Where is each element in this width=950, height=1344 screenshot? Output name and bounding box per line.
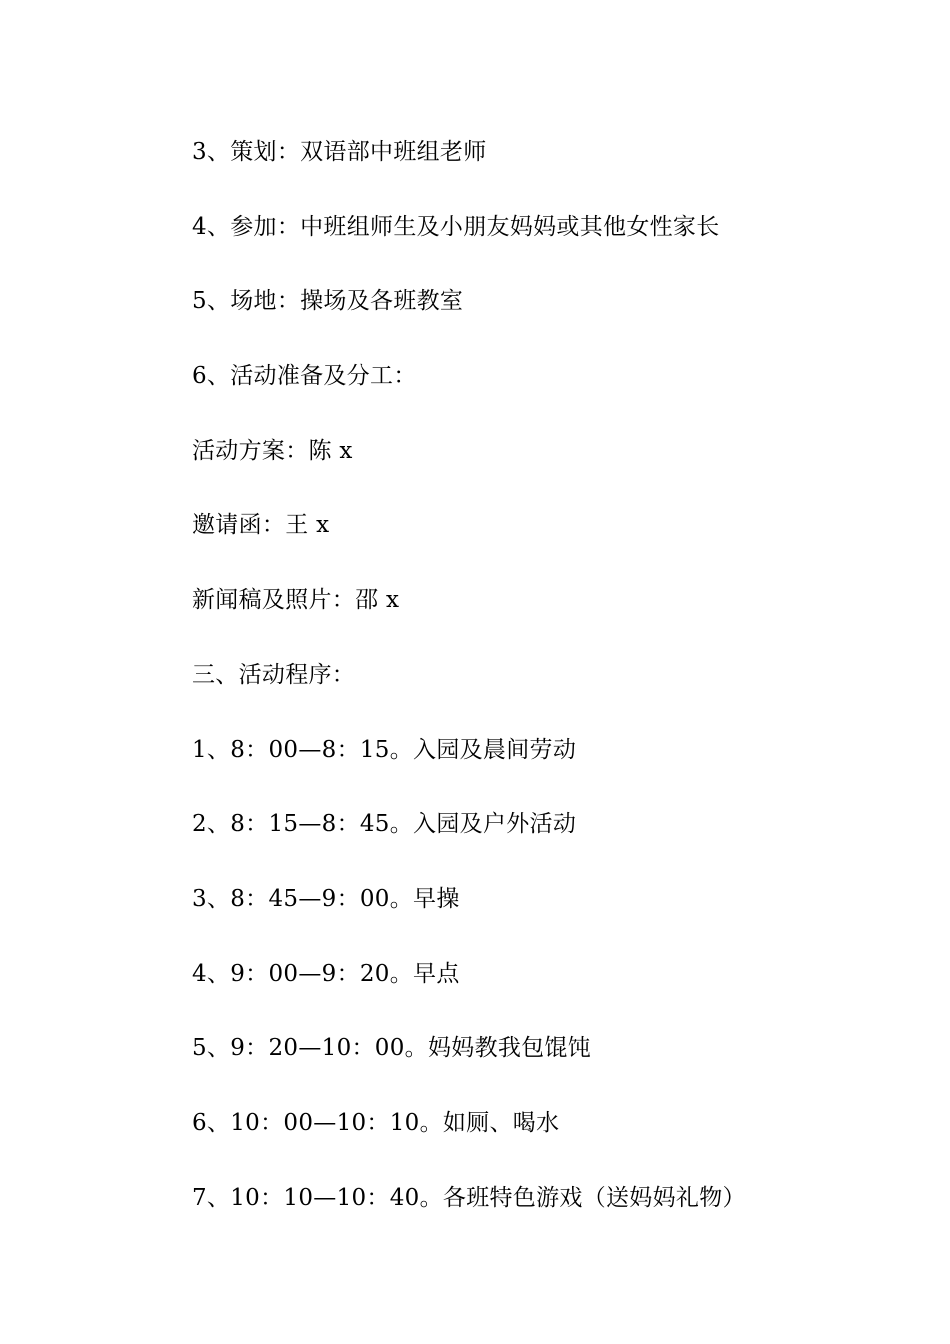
- text-line-planner: 3、策划：双语部中班组老师: [192, 139, 487, 165]
- schedule-item-6: 6、10：00—10：10。如厕、喝水: [192, 1109, 560, 1136]
- text-line-news-photos: 新闻稿及照片：邵 x: [192, 587, 400, 614]
- text-line-preparation-heading: 6、活动准备及分工：: [192, 363, 417, 390]
- schedule-item-5: 5、9：20—10：00。妈妈教我包馄饨: [192, 1035, 592, 1062]
- section-heading-procedure: 三、活动程序：: [192, 661, 356, 688]
- schedule-item-7: 7、10：10—10：40。各班特色游戏（送妈妈礼物）: [192, 1184, 746, 1211]
- schedule-item-1: 1、8：00—8：15。入园及晨间劳动: [192, 736, 577, 763]
- text-line-venue: 5、场地：操场及各班教室: [192, 288, 464, 315]
- schedule-item-4: 4、9：00—9：20。早点: [192, 960, 460, 987]
- document-body: [192, 129, 872, 1249]
- text-line-activity-plan: 活动方案：陈 x: [192, 437, 353, 464]
- schedule-item-2: 2、8：15—8：45。入园及户外活动: [192, 811, 577, 838]
- text-line-invitation: 邀请函：王 x: [192, 512, 330, 539]
- text-line-participants: 4、参加：中班组师生及小朋友妈妈或其他女性家长: [192, 213, 720, 240]
- schedule-item-3: 3、8：45—9：00。早操: [192, 885, 460, 912]
